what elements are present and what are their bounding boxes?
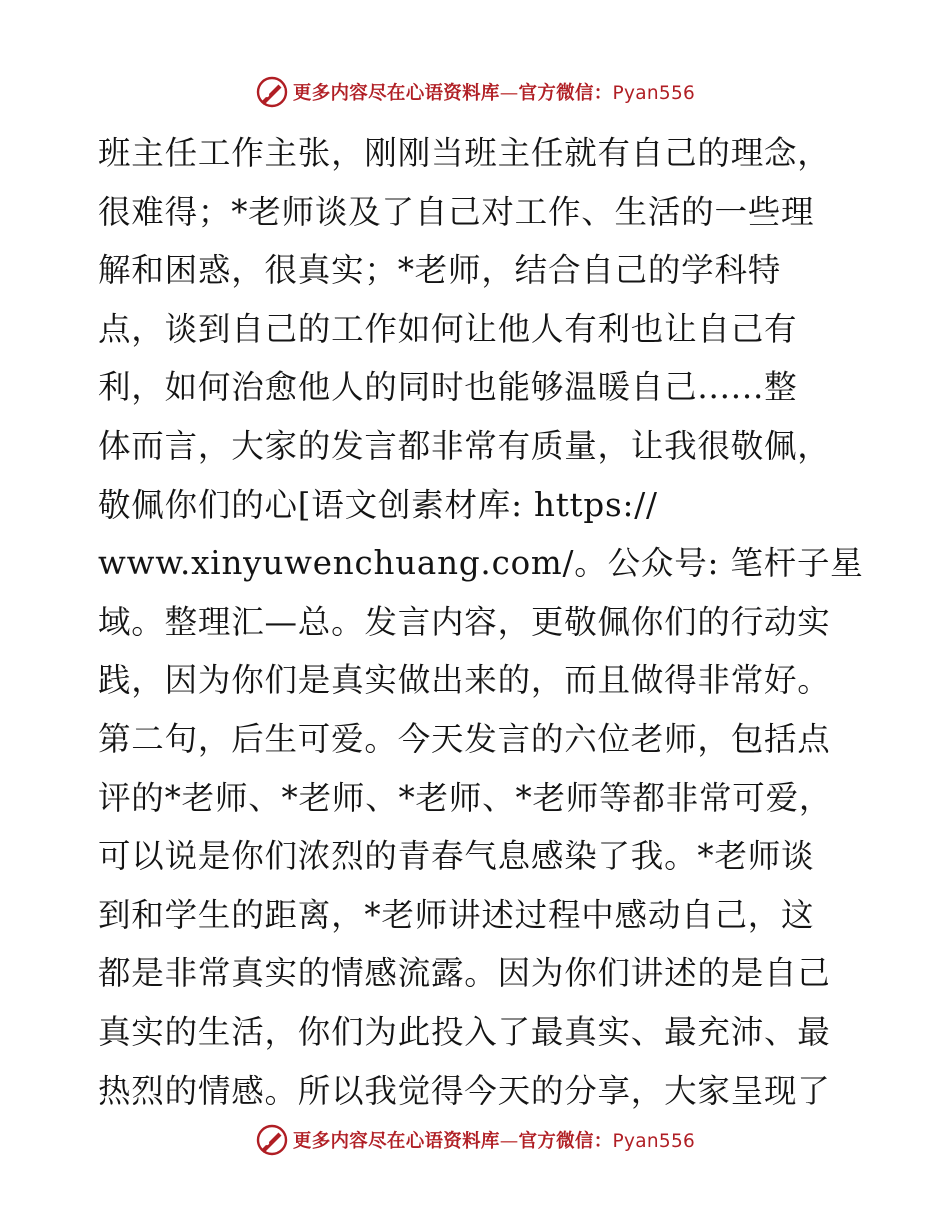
footer-watermark	[0, 1120, 950, 1160]
body-line: 很难得；*老师谈及了自己对工作、生活的一些理	[98, 192, 815, 231]
pen-logo-icon	[255, 1123, 289, 1157]
body-line: 可以说是你们浓烈的青春气息感染了我。*老师谈	[98, 837, 815, 876]
body-line: 都是非常真实的情感流露。因为你们讲述的是自己	[98, 954, 831, 993]
body-line: 点，谈到自己的工作如何让他人有利也让自己有	[98, 309, 798, 348]
body-line: 第二句，后生可爱。今天发言的六位老师，包括点	[98, 719, 831, 758]
body-line: 到和学生的距离，*老师讲述过程中感动自己，这	[98, 895, 815, 934]
watermark-main: 更多内容尽在心语资料库	[292, 1131, 500, 1152]
body-line: 真实的生活，你们为此投入了最真实、最充沛、最	[98, 1012, 831, 1051]
watermark-text	[293, 1127, 695, 1153]
body-line: 践，因为你们是真实做出来的，而且做得非常好。	[98, 661, 831, 700]
watermark-main: 更多内容尽在心语资料库	[292, 83, 500, 104]
body-line: www.xinyuwenchuang.com/。公众号: 笔杆子星	[98, 544, 864, 583]
body-line: 利，如何治愈他人的同时也能够温暖自己......整	[98, 368, 798, 407]
pen-logo-icon	[255, 75, 289, 109]
body-line: 热烈的情感。所以我觉得今天的分享，大家呈现了	[98, 1071, 831, 1110]
watermark-separator: —	[499, 83, 519, 104]
body-line: 敬佩你们的心[语文创素材库: https://	[98, 485, 658, 524]
watermark-wechat-label: 官方微信：	[518, 1131, 613, 1152]
body-line: 体而言，大家的发言都非常有质量，让我很敬佩，	[98, 426, 831, 465]
body-line: 域。整理汇—总。发言内容，更敬佩你们的行动实	[98, 602, 831, 641]
watermark-wechat-id: Pyan556	[612, 83, 696, 104]
body-line: 解和困惑，很真实；*老师，结合自己的学科特	[98, 251, 782, 290]
watermark-wechat-label: 官方微信：	[518, 83, 613, 104]
document-body	[98, 124, 864, 1120]
header-watermark	[0, 72, 950, 112]
watermark-separator: —	[499, 1131, 519, 1152]
watermark-wechat-id: Pyan556	[612, 1131, 696, 1152]
body-line: 评的*老师、*老师、*老师、*老师等都非常可爱，	[98, 778, 833, 817]
watermark-text	[293, 79, 695, 105]
body-line: 班主任工作主张，刚刚当班主任就有自己的理念，	[98, 134, 831, 172]
